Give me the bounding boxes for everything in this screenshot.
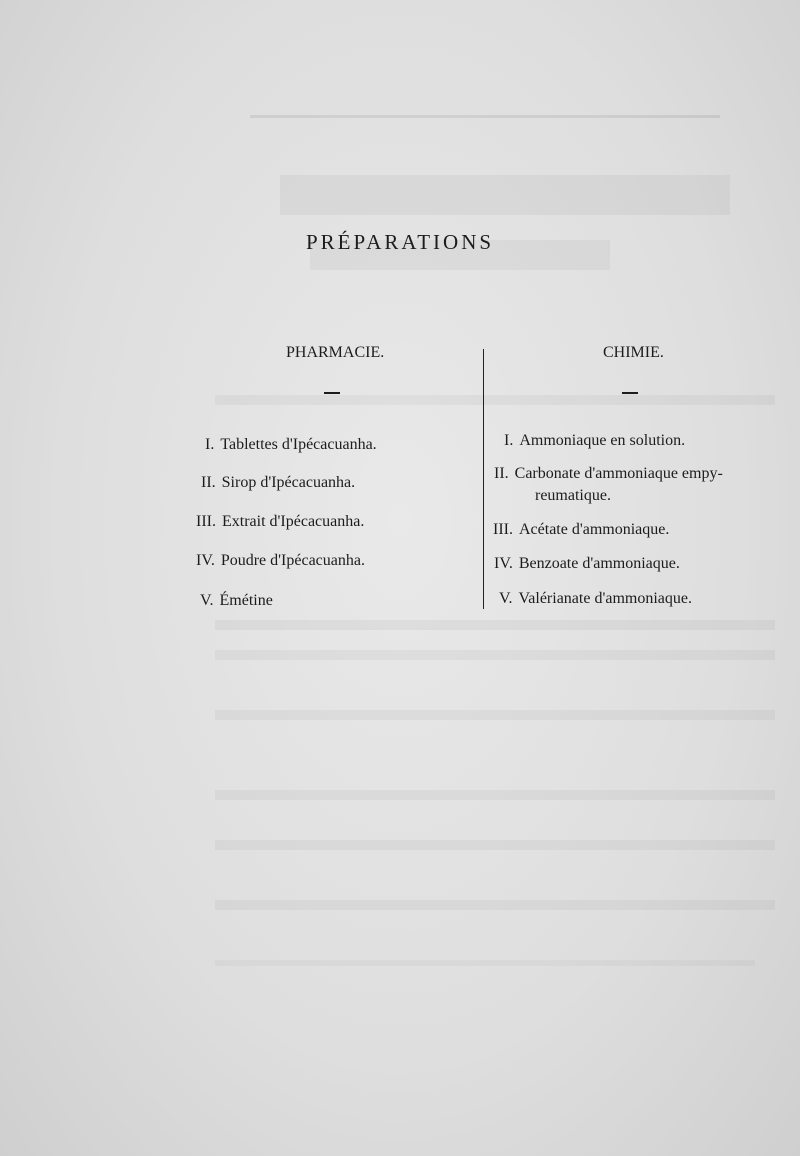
item-label-continuation: reumatique. bbox=[535, 487, 611, 504]
item-number: I. bbox=[205, 436, 215, 453]
item-label: Benzoate d'ammoniaque. bbox=[518, 555, 680, 572]
item-number: III. bbox=[493, 521, 513, 538]
chimie-dash bbox=[622, 392, 638, 394]
item-label: Valérianate d'ammoniaque. bbox=[518, 590, 692, 607]
pharmacie-item bbox=[205, 436, 377, 454]
chimie-item bbox=[499, 590, 692, 608]
item-number: I. bbox=[504, 432, 514, 449]
chimie-item-continuation bbox=[535, 487, 611, 505]
chimie-item bbox=[504, 432, 685, 450]
column-divider bbox=[483, 349, 484, 609]
item-label: Acétate d'ammoniaque. bbox=[518, 521, 670, 538]
pharmacie-item bbox=[196, 552, 365, 570]
page-title: PRÉPARATIONS bbox=[305, 230, 495, 254]
item-number: IV. bbox=[196, 552, 215, 569]
item-number: II. bbox=[494, 465, 509, 482]
chimie-header: CHIMIE. bbox=[603, 344, 664, 361]
item-number: V. bbox=[200, 592, 214, 609]
item-number: V. bbox=[499, 590, 513, 607]
item-number: IV. bbox=[494, 555, 513, 572]
item-label: Carbonate d'ammoniaque empy- bbox=[514, 465, 723, 482]
pharmacie-item bbox=[201, 474, 355, 492]
item-number: II. bbox=[201, 474, 216, 491]
item-label: Sirop d'Ipécacuanha. bbox=[221, 474, 356, 491]
pharmacie-item bbox=[200, 592, 273, 610]
chimie-item bbox=[494, 465, 723, 483]
chimie-item bbox=[493, 521, 669, 539]
chimie-item bbox=[494, 555, 680, 573]
pharmacie-dash bbox=[324, 392, 340, 394]
pharmacie-item bbox=[196, 513, 364, 531]
item-label: Ammoniaque en solution. bbox=[519, 432, 686, 449]
item-label: Émétine bbox=[219, 592, 273, 609]
item-label: Extrait d'Ipécacuanha. bbox=[221, 513, 365, 530]
item-number: III. bbox=[196, 513, 216, 530]
pharmacie-header: PHARMACIE. bbox=[286, 344, 385, 361]
item-label: Tablettes d'Ipécacuanha. bbox=[220, 436, 377, 453]
item-label: Poudre d'Ipécacuanha. bbox=[220, 552, 365, 569]
